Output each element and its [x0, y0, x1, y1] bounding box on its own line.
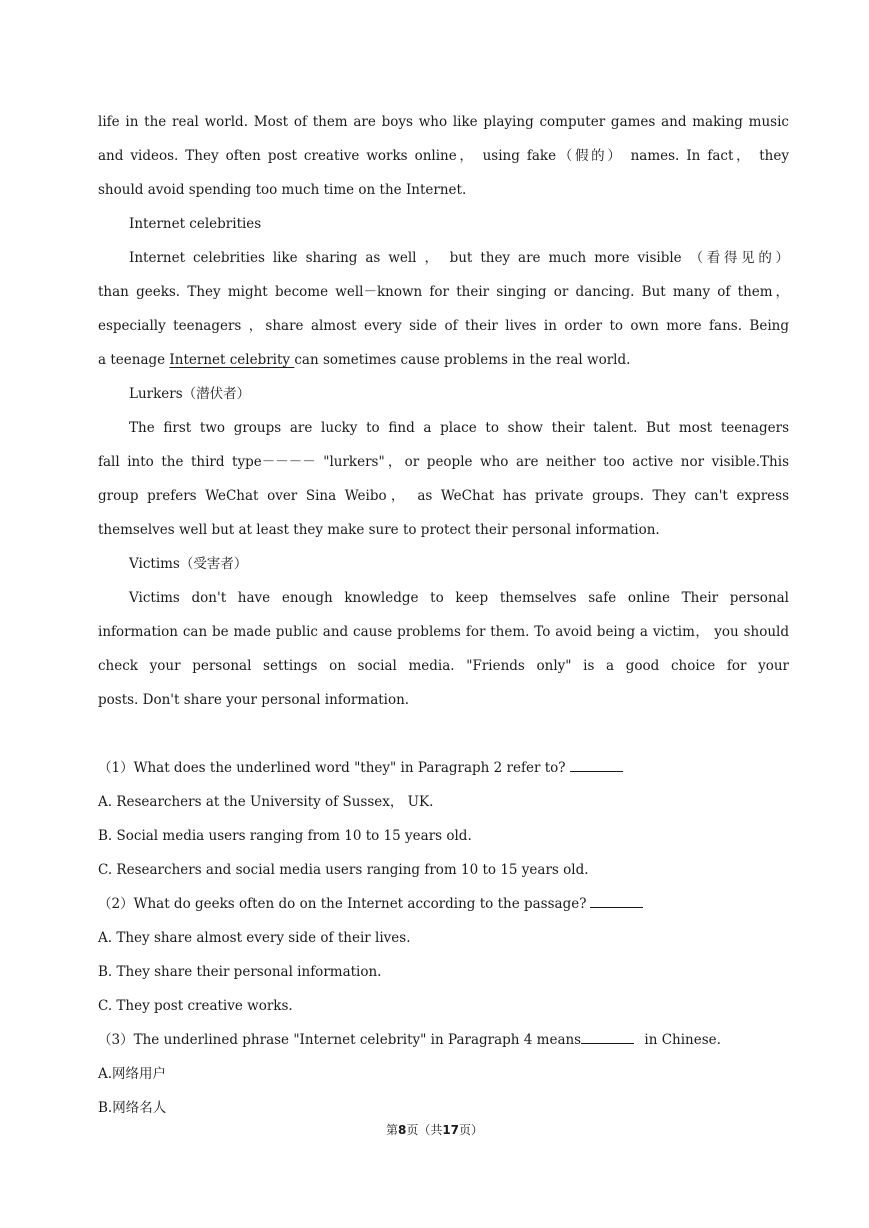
question-1 — [98, 751, 789, 785]
question-3 — [98, 1023, 789, 1057]
paragraph-line: themselves well but at least they make sure to protect their personal information. — [98, 522, 660, 538]
paragraph-line: especially teenagers ，share almost every side of their lives in order to own more fans. Being — [98, 318, 789, 334]
option-c: C. They post creative works. — [98, 998, 293, 1014]
answer-blank[interactable] — [590, 893, 643, 908]
spacer — [98, 717, 789, 751]
option-c: C. Researchers and social media users ranging from 10 to 15 years old. — [98, 862, 589, 878]
section-heading-celebrities: Internet celebrities — [129, 216, 262, 232]
footer-text: 页（共 — [406, 1123, 443, 1137]
footer-text: 第 — [385, 1123, 398, 1137]
paragraph-line — [98, 343, 789, 377]
question-text-tail: in Chinese. — [640, 1032, 721, 1048]
option-a: A. Researchers at the University of Sussex， UK. — [98, 794, 434, 810]
paragraph-line: check your personal settings on social media. "Friends only" is a good choice for your — [98, 658, 789, 674]
option-a: A. They share almost every side of their lives. — [98, 930, 411, 946]
paragraph-line: The first two groups are lucky to find a place to show their talent. But most teenagers — [129, 420, 789, 436]
paragraph-line: posts. Don't share your personal information. — [98, 692, 410, 708]
page-footer — [0, 1121, 869, 1138]
option-b: B. Social media users ranging from 10 to 15 years old. — [98, 828, 472, 844]
text-span: can sometimes cause problems in the real world. — [294, 352, 631, 368]
footer-text: 页） — [459, 1123, 484, 1137]
paragraph-line: and videos. They often post creative works online， using fake（假的） names. In fact， they — [98, 148, 789, 164]
underlined-phrase: Internet celebrity — [169, 352, 295, 368]
section-heading-lurkers: Lurkers（潜伏者） — [129, 386, 251, 402]
total-pages-number: 17 — [442, 1123, 460, 1137]
paragraph-line: than geeks. They might become well－known for their singing or dancing. But many of them， — [98, 284, 789, 300]
paragraph-line: Internet celebrities like sharing as well ， but they are much more visible （看得见的） — [129, 250, 789, 266]
paragraph-line: information can be made public and cause problems for them. To avoid being a victim， you should — [98, 624, 789, 640]
paragraph-line: Victims don't have enough knowledge to keep themselves safe online Their personal — [129, 590, 789, 606]
section-heading-victims: Victims（受害者） — [129, 556, 248, 572]
option-a: A.网络用户 — [98, 1066, 167, 1082]
current-page-number: 8 — [397, 1123, 407, 1137]
answer-blank[interactable] — [581, 1029, 634, 1044]
question-text: （1）What does the underlined word "they" in Paragraph 2 refer to? — [98, 760, 566, 776]
question-text: （2）What do geeks often do on the Internet according to the passage? — [98, 896, 587, 912]
option-b: B.网络名人 — [98, 1100, 167, 1116]
paragraph-line: group prefers WeChat over Sina Weibo， as WeChat has private groups. They can't express — [98, 488, 789, 504]
question-2 — [98, 887, 789, 921]
answer-blank[interactable] — [570, 757, 623, 772]
paragraph-line: should avoid spending too much time on the Internet. — [98, 182, 467, 198]
option-b: B. They share their personal information. — [98, 964, 382, 980]
text-span: a teenage — [98, 352, 170, 368]
document-body — [98, 105, 789, 1125]
question-text: （3）The underlined phrase "Internet celebrity" in Paragraph 4 means — [98, 1032, 582, 1048]
paragraph-line: fall into the third type－－－－ "lurkers"，or people who are neither too active nor visible.This — [98, 454, 789, 470]
paragraph-line: life in the real world. Most of them are boys who like playing computer games and making music — [98, 114, 789, 130]
